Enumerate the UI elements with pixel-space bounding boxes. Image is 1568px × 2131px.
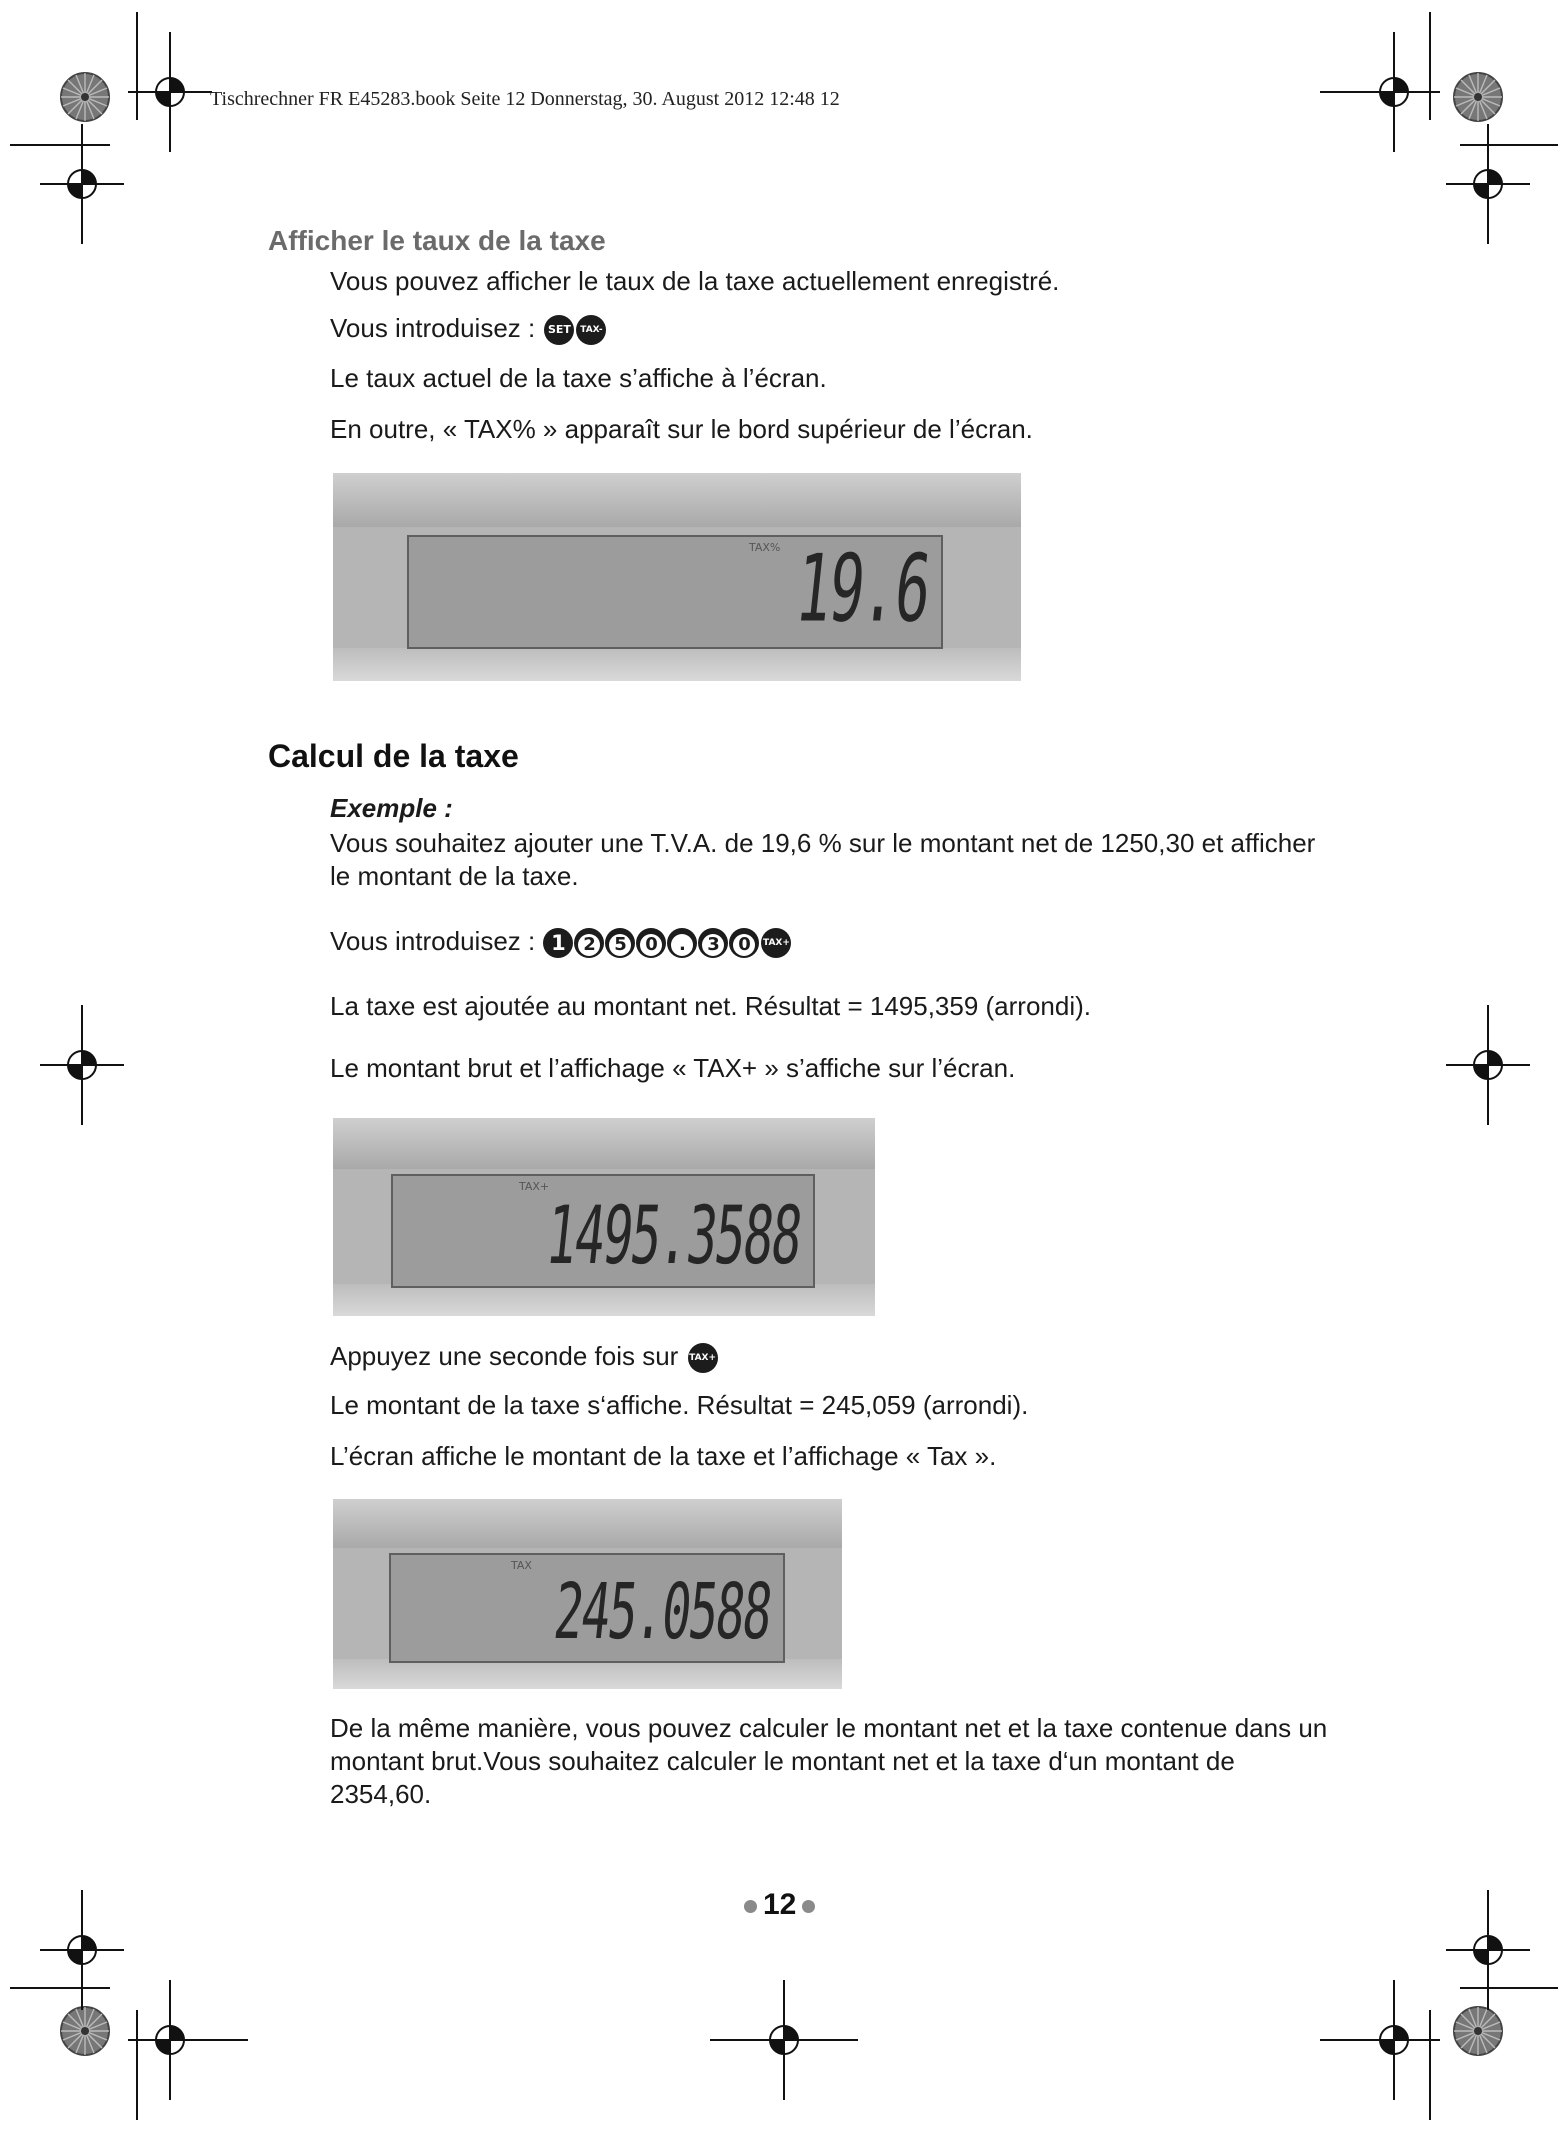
digit-key-icon: 5 xyxy=(605,928,635,958)
tax-plus-key-icon: TAX+ xyxy=(761,928,791,958)
input-label: Vous introduisez : xyxy=(330,313,536,343)
instruction-text: Appuyez une seconde fois sur xyxy=(330,1341,679,1371)
bullet-icon xyxy=(744,1900,757,1913)
paragraph: En outre, « TAX% » apparaît sur le bord supérieur de l’écran. xyxy=(330,414,1033,444)
lcd-indicator: TAX% xyxy=(749,541,781,554)
decimal-key-icon: . xyxy=(667,928,697,958)
input-label: Vous introduisez : xyxy=(330,926,536,956)
tax-plus-key-icon: TAX+ xyxy=(688,1343,718,1373)
paragraph: De la même manière, vous pouvez calculer le montant net et la taxe contenue dans un montant brut.Vous souhaitez calculer le montant net et la taxe d‘un montant de 2354,60. xyxy=(330,1713,1328,1809)
digit-key-icon: 3 xyxy=(698,928,728,958)
tax-minus-key-icon: TAX- xyxy=(576,315,606,345)
calculator-display-photo xyxy=(333,473,1021,681)
paragraph: Le montant brut et l’affichage « TAX+ » s’affiche sur l’écran. xyxy=(330,1053,1016,1083)
instruction xyxy=(330,1340,718,1373)
input-instruction xyxy=(330,925,791,958)
lcd-indicator: TAX+ xyxy=(519,1180,550,1193)
print-header: Tischrechner FR E45283.book Seite 12 Donnerstag, 30. August 2012 12:48 12 xyxy=(210,88,840,110)
paragraph: La taxe est ajoutée au montant net. Résultat = 1495,359 (arrondi). xyxy=(330,991,1091,1021)
digit-key-icon: 1 xyxy=(543,928,573,958)
set-key-icon: SET xyxy=(544,315,574,345)
lcd-value: 1495.3588 xyxy=(542,1189,805,1282)
digit-key-icon: 0 xyxy=(729,928,759,958)
digit-key-icon: 2 xyxy=(574,928,604,958)
section-title-tax-calculation: Calcul de la taxe xyxy=(268,738,519,774)
paragraph: Le montant de la taxe s‘affiche. Résultat = 245,059 (arrondi). xyxy=(330,1390,1029,1420)
lcd-value: 245.0588 xyxy=(549,1567,775,1657)
example-label: Exemple : xyxy=(330,793,453,823)
paragraph: Vous pouvez afficher le taux de la taxe actuellement enregistré. xyxy=(330,266,1060,296)
example-text: Vous souhaitez ajouter une T.V.A. de 19,6 % sur le montant net de 1250,30 et afficher le montant de la taxe. xyxy=(330,828,1316,891)
page-number-value: 12 xyxy=(763,1888,797,1921)
page-number xyxy=(738,1888,821,1922)
lcd-indicator: TAX xyxy=(511,1559,532,1572)
lcd-value: 19.6 xyxy=(791,534,935,643)
digit-key-icon: 0 xyxy=(636,928,666,958)
paragraph: L’écran affiche le montant de la taxe et l’affichage « Tax ». xyxy=(330,1441,997,1471)
calculator-display-photo xyxy=(333,1499,842,1689)
paragraph: Le taux actuel de la taxe s’affiche à l’écran. xyxy=(330,363,827,393)
input-instruction xyxy=(330,312,606,345)
calculator-display-photo xyxy=(333,1118,875,1316)
bullet-icon xyxy=(802,1900,815,1913)
section-title-tax-rate: Afficher le taux de la taxe xyxy=(268,225,606,256)
